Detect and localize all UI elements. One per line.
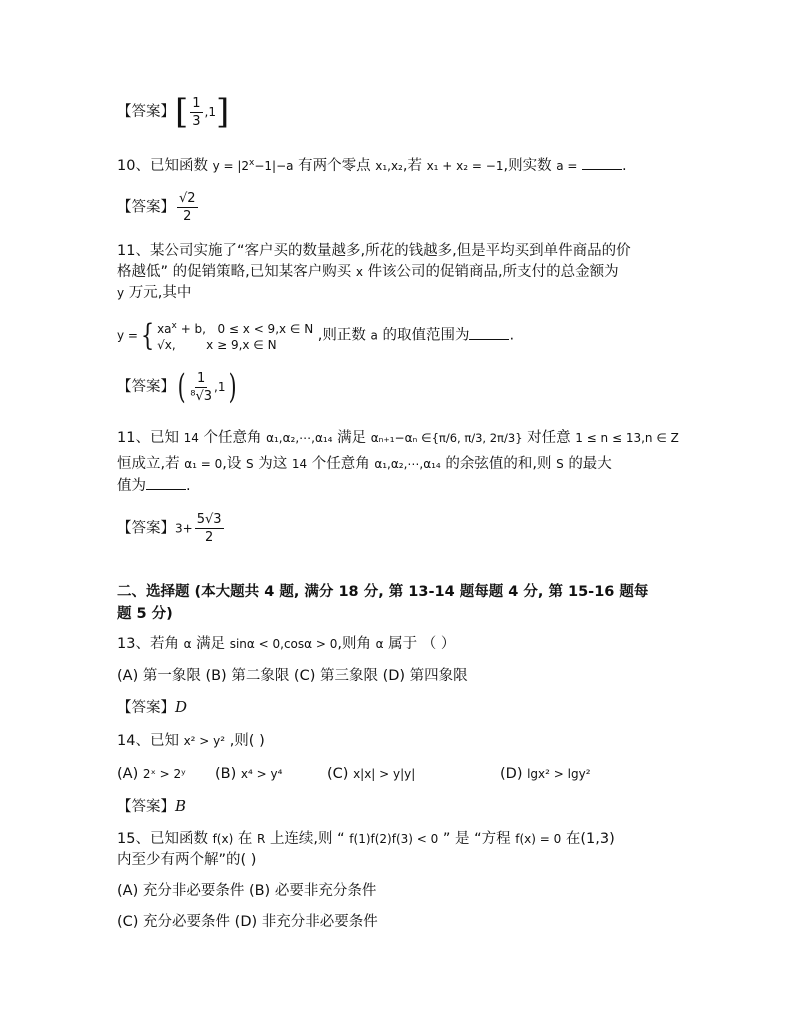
answer-label: 【答案】 bbox=[117, 104, 175, 120]
answer-label: 【答案】 bbox=[117, 700, 175, 716]
fraction: $\frac{5√3}{2}$ bbox=[196, 512, 222, 545]
question-11-line-2: 格越低” 的促销策略,已知某客户购买 x 件该公司的促销商品,所支付的总金额为 bbox=[117, 264, 619, 280]
question-10: 10、已知函数 $y = |2^x-1|-a$ 有两个零点 x₁,x₂,若 x₁ + x₂ = −1,则实数 a = . bbox=[117, 158, 627, 174]
left-brace: { bbox=[140, 317, 155, 353]
answer-13: 【答案】D bbox=[117, 698, 188, 716]
right-bracket: ] bbox=[216, 92, 230, 132]
answer-9: 【答案】[ $\frac{1}{3}$ ,1] bbox=[117, 92, 230, 132]
left-bracket: [ bbox=[175, 92, 189, 132]
question-13: 13、若角 α 满足 sinα < 0,cosα > 0,则角 α 属于 （ ） bbox=[117, 636, 456, 652]
document-page: 【答案】[ $\frac{1}{3}$ ,1] 10、已知函数 $y = |2^x-1|-a$ 有两个零点 x₁,x₂,若 x₁ + x₂ = −1,则实数 a = . 【答案】 $\frac{√2}{2}$ 11、某公司实施了“客户买的数量越多,所花的钱越多,但是平均买到单件商品的价 格越低” 的促销策略,已知某客户购买 x 件该公司的促销商品,所支付的总金额为 y 万元,其中 y ={ $xa^x + b$, 0 ≤ x < 9,x ∈ N √x, x ≥ 9,x ∈ N ,则正数 a 的取值范围为 . 【答案】( $\frac{1}{\text{⁸√3}}$ ,1) 11、已知 14 个任意角 α₁,α₂,⋯,α₁₄ 满足 αₙ₊₁−αₙ ∈{π/6, π/3, 2π/3} 对任意 1 ≤ n ≤ 13,n ∈ Z 恒成立,若 α₁ = 0,设 S 为这 14 个任意角 α₁,α₂,⋯,α₁₄ 的余弦值的和,则 S 的最大 值为 . 【答案】3+ $\frac{5√3}{2}$ 二、选择题 (本大题共 4 题, 满分 18 分, 第 13-14 题每题 4 分, 第 15-16 题每 题 5 分) 13、若角 α 满足 sinα < 0,cosα > 0,则角 α 属于 （ ） (A) 第一象限 (B) 第二象限 (C) 第三象限 (D) 第四象限 【答案】D 14、已知 x² > y² ,则( ) (A) 2ˣ > 2ʸ (B) x⁴ > y⁴ (C) x|x| > y|y| (D) lgx² > lgy² 【答案】B 15、已知函数 f(x) 在 R 上连续,则 “ f(1)f(2)f(3) < 0 ” 是 “方程 f(x) = 0 在(1,3) 内至少有两个解”的( ) (A) 充分非必要条件 (B) 必要非充分条件 (C) 充分必要条件 (D) 非充分非必要条件 bbox=[117, 92, 679, 930]
fraction: $\frac{1}{\text{⁸√3}}$ bbox=[190, 370, 213, 404]
question-13-options: (A) 第一象限 (B) 第二象限 (C) 第三象限 (D) 第四象限 bbox=[117, 668, 468, 684]
answer-label: 【答案】 bbox=[117, 520, 175, 537]
question-15-line-2: 内至少有两个解”的( ) bbox=[117, 852, 257, 868]
answer-blank bbox=[146, 477, 186, 490]
answer-label: 【答案】 bbox=[117, 379, 175, 395]
answer-11: 【答案】( $\frac{1}{\text{⁸√3}}$ ,1) bbox=[117, 367, 237, 407]
answer-blank bbox=[469, 327, 509, 340]
question-11b-line-2: 恒成立,若 α₁ = 0,设 S 为这 14 个任意角 α₁,α₂,⋯,α₁₄ 的余弦值的和,则 S 的最大 bbox=[117, 456, 612, 472]
answer-14: 【答案】B bbox=[117, 797, 187, 815]
question-11b-line-3: 值为 . bbox=[117, 478, 191, 494]
piecewise-cases: $xa^x + b$, 0 ≤ x < 9,x ∈ N √x, x ≥ 9,x ∈ N bbox=[157, 321, 314, 352]
answer-label: 【答案】 bbox=[117, 799, 175, 815]
answer-10 bbox=[117, 192, 200, 223]
answer-blank bbox=[582, 157, 622, 170]
fraction: $\frac{√2}{2}$ bbox=[179, 191, 196, 224]
question-11b-line-1: 11、已知 14 个任意角 α₁,α₂,⋯,α₁₄ 满足 αₙ₊₁−αₙ ∈{π/6, π/3, 2π/3} 对任意 1 ≤ n ≤ 13,n ∈ Z bbox=[117, 430, 679, 446]
section-heading-line-1: 二、选择题 (本大题共 4 题, 满分 18 分, 第 13-14 题每题 4 分, 第 15-16 题每 bbox=[117, 584, 649, 600]
question-15-options-1: (A) 充分非必要条件 (B) 必要非充分条件 bbox=[117, 883, 377, 899]
fraction: $\frac{1}{3}$ bbox=[192, 95, 201, 129]
question-15-options-2: (C) 充分必要条件 (D) 非充分非必要条件 bbox=[117, 914, 378, 930]
section-heading-line-2: 题 5 分) bbox=[117, 606, 173, 622]
left-paren: ( bbox=[177, 367, 186, 407]
question-15-line-1: 15、已知函数 f(x) 在 R 上连续,则 “ f(1)f(2)f(3) < 0 ” 是 “方程 f(x) = 0 在(1,3) bbox=[117, 831, 615, 847]
question-14: 14、已知 x² > y² ,则( ) bbox=[117, 733, 265, 749]
question-11-line-3: y 万元,其中 bbox=[117, 285, 192, 301]
answer-label: 【答案】 bbox=[117, 199, 175, 216]
question-11-line-1: 11、某公司实施了“客户买的数量越多,所花的钱越多,但是平均买到单件商品的价 bbox=[117, 243, 631, 259]
right-paren: ) bbox=[228, 367, 237, 407]
question-11-piecewise: y ={ $xa^x + b$, 0 ≤ x < 9,x ∈ N √x, x ≥ 9,x ∈ N ,则正数 a 的取值范围为 . bbox=[117, 317, 515, 353]
answer-11b: 【答案】3+ $\frac{5√3}{2}$ bbox=[117, 512, 222, 545]
